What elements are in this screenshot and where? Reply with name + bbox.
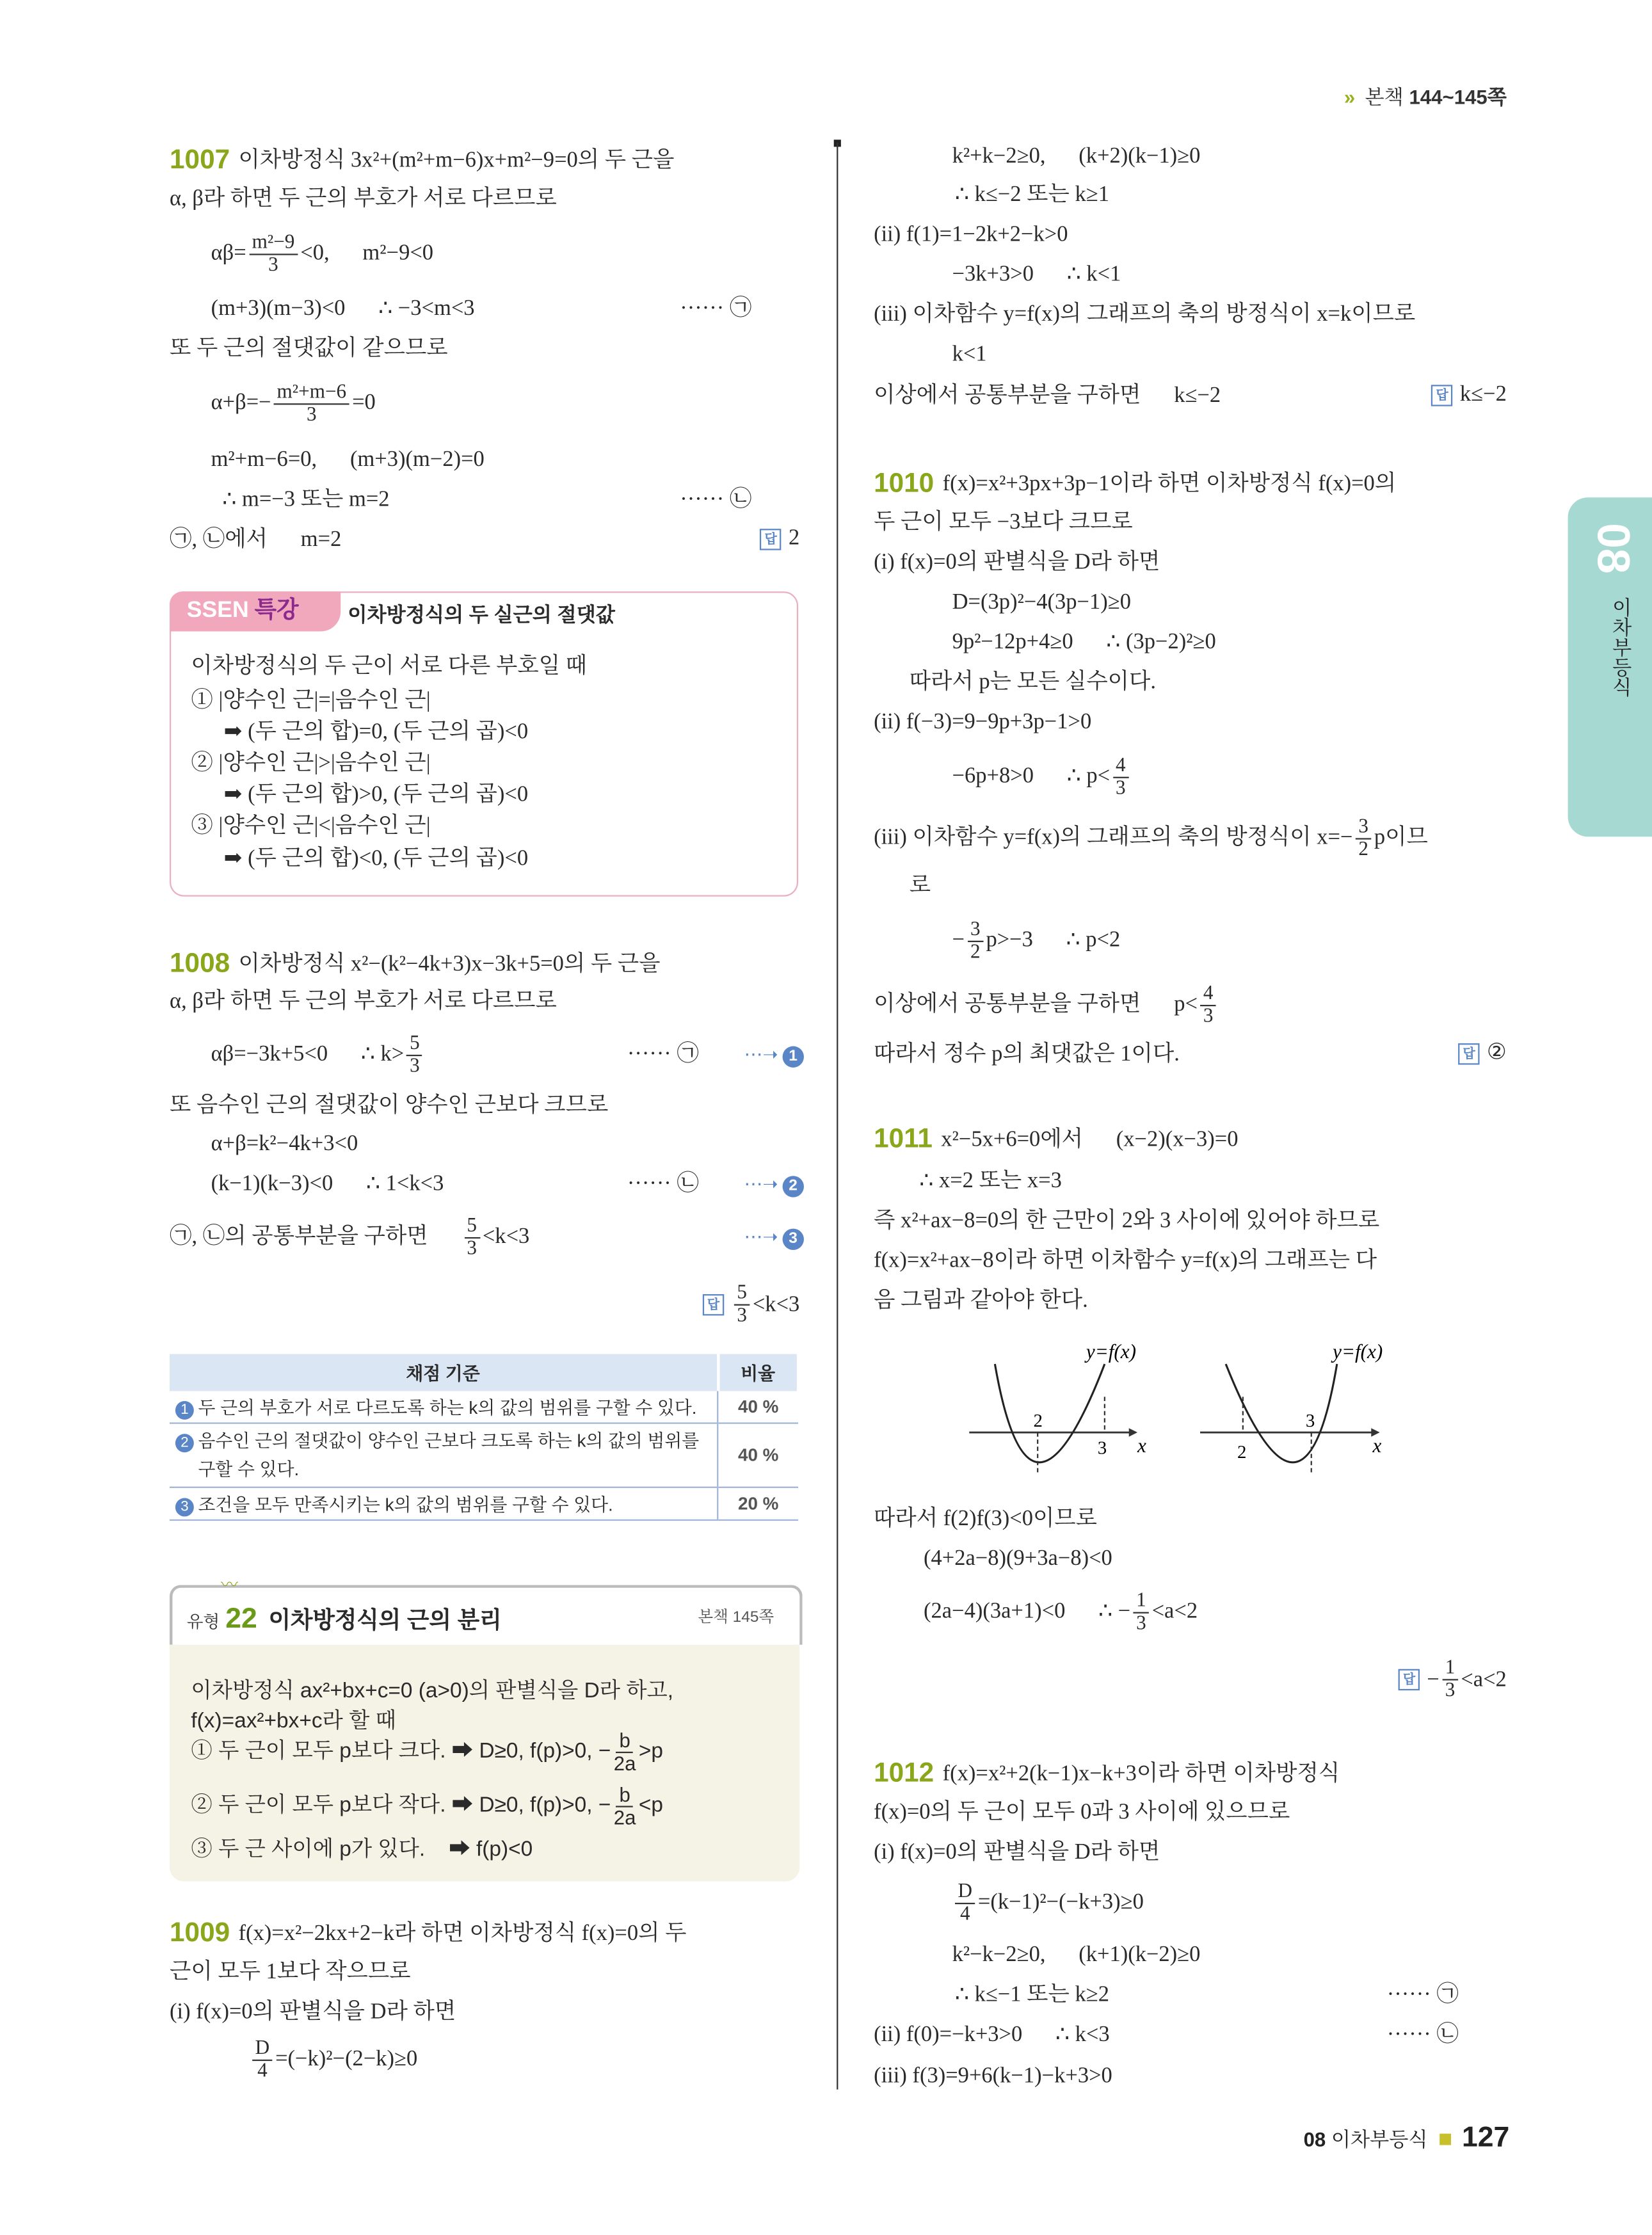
solution-line [952,259,1121,291]
ssen-brand: SSEN [186,598,249,623]
solution-line [170,949,661,981]
solution-line [874,2020,1110,2051]
ratio-value: 40 % [718,1423,798,1487]
math-text: 2 [789,525,800,550]
ssen-line: ➡ (두 근의 합)<0, (두 근의 곱)<0 [223,846,529,871]
fraction-denominator: 3 [1445,1680,1456,1702]
math-text: (iii) 이차함수 y=f(x)의 그래프의 축의 방정식이 x=k이므로 [874,302,1416,326]
chapter-side-tab[interactable] [1568,497,1652,837]
fraction-numerator: b [616,1729,633,1752]
step-number-icon: 2 [782,1176,803,1197]
math-text: (k−1)(k−3)<0 ∴ 1<k<3 [211,1171,444,1196]
chevron-right-icon: » [1343,85,1356,109]
solution-line [211,1169,444,1200]
fraction-denominator: 2 [970,941,981,963]
step-badge: 1 [175,1401,194,1420]
math-text: x²−5x+6=0에서 (x−2)(x−3)=0 [941,1127,1239,1152]
solution-line [910,871,931,902]
math-text: p이므 [1374,825,1428,850]
tick-label-3: 3 [1305,1411,1315,1432]
math-text: 즉 x²+ax−8=0의 한 근만이 2와 3 사이에 있어야 하므로 [874,1208,1380,1233]
footer-chapter: 08 [1303,2127,1326,2151]
math-text: k<1 [952,342,987,367]
math-text: (ii) f(1)=1−2k+2−k>0 [874,222,1068,247]
solution-line [170,524,341,556]
fraction-denominator: 3 [307,404,317,426]
ssen-title: 이차방정식의 두 실근의 절댓값 [348,602,615,626]
solution-line [170,986,557,1018]
type-summary-line [191,1706,396,1738]
solution-line [222,485,389,516]
criterion-text: 조건을 모두 만족시키는 k의 값의 범위를 구할 수 있다. [198,1495,613,1516]
math-text: 따라서 정수 p의 최댓값은 1이다. [874,1041,1180,1066]
fraction-denominator: 3 [1116,777,1126,799]
math-text: αβ=−3k+5<0 ∴ k> [211,1041,405,1066]
math-text: <k<3 [482,1224,530,1249]
math-text: 따라서 f(2)f(3)<0이므로 [874,1506,1098,1531]
ssen-label: 특강 [254,598,299,623]
curve-label: y=f(x) [1333,1340,1383,1363]
solution-line [874,1797,1290,1829]
fraction-denominator: 4 [257,2060,268,2082]
solution-line [952,627,1216,659]
step-badge: 3 [175,1498,194,1516]
fraction-numerator: 3 [968,918,983,941]
math-text: ② [1486,1040,1507,1065]
solution-line [874,1759,1340,1790]
math-text: p>−3 ∴ p<2 [986,927,1121,952]
fraction-denominator: 2 [1358,838,1368,860]
math-text: =(k−1)²−(−k+3)≥0 [977,1889,1144,1914]
type-summary-line [191,1676,673,1708]
fraction-numerator: 1 [1442,1658,1457,1681]
solution-line [919,1166,1062,1198]
solution-line [952,755,1132,799]
fraction-numerator: m²+m−6 [274,381,349,405]
page-number: 127 [1461,2122,1510,2154]
problem-number: 1012 [874,1758,934,1789]
solution-line [874,815,1428,860]
answer-icon: 답 [760,528,781,549]
math-text: =0 [352,390,376,415]
grading-table [170,1354,799,1521]
equation-marker: ······ ㉡ [1386,2022,1459,2047]
answer [1431,379,1506,410]
math-text: (m+3)(m−3)<0 ∴ −3<m<3 [211,296,475,321]
solution-line [874,1286,1088,1317]
answer [760,523,799,554]
solution-line [211,1129,358,1160]
solution-line [874,381,1221,412]
solution-line [955,180,1109,211]
math-text: (iii) 이차함수 y=f(x)의 그래프의 축의 방정식이 x=− [874,825,1353,850]
graph-case-3-right [1200,1340,1383,1472]
math-text: α+β=− [211,390,271,415]
math-text: f(x)=ax²+bx+c라 할 때 [191,1709,396,1733]
fraction-numerator: D [955,1880,975,1903]
solution-line [170,184,557,215]
solution-line [250,2037,418,2082]
criterion-text: 두 근의 부호가 서로 다르도록 하는 k의 값의 범위를 구할 수 있다. [198,1398,697,1418]
math-text: 이차방정식 ax²+bx+c=0 (a>0)의 판별식을 D라 하고, [191,1679,674,1704]
grading-step-marker: ⋯➝ 1 [744,1039,803,1070]
parabola-graphs [955,1333,1425,1482]
math-text: 이차방정식 x²−(k²−4k+3)x−3k+5=0의 두 근을 [238,952,661,977]
grading-step-marker: ⋯➝ 2 [744,1169,803,1200]
fraction [249,232,298,276]
fraction [274,381,349,426]
fraction [1113,755,1128,799]
type-book-reference: 본책 145쪽 [698,1609,774,1626]
solution-line [874,220,1068,251]
math-text: f(x)=x²+ax−8이라 하면 이차함수 y=f(x)의 그래프는 다 [874,1248,1377,1273]
solution-line [910,667,1156,698]
math-text: α, β라 하면 두 근의 부호가 서로 다르므로 [170,989,557,1014]
fraction-numerator: 5 [464,1215,479,1238]
axis-arrow-icon [1129,1428,1137,1436]
solution-line [874,1837,1160,1868]
ssen-line: ➡ (두 근의 합)>0, (두 근의 곱)<0 [223,782,529,807]
math-text: 이상에서 공통부분을 구하면 k≤−2 [874,383,1221,408]
ssen-line: ➡ (두 근의 합)=0, (두 근의 곱)<0 [223,719,529,744]
solution-line [874,1246,1377,1277]
math-text: k≤−2 [1459,381,1507,406]
fraction [1134,1590,1149,1634]
solution-line [952,1880,1144,1925]
math-text: <k<3 [752,1292,800,1317]
math-text: − [1427,1667,1439,1692]
table-row [170,1423,798,1487]
solution-line [874,1125,1238,1156]
math-text: ∴ k≤−1 또는 k≥2 [955,1982,1109,2007]
math-text: k²+k−2≥0, (k+2)(k−1)≥0 [952,143,1201,168]
fraction-denominator: 2a [613,1805,636,1828]
table-row [170,1391,798,1423]
fraction [252,2037,272,2081]
equation-marker: ······ ㉠ [680,296,752,321]
step-number-icon: 3 [782,1229,803,1250]
fraction [407,1032,422,1077]
math-text: =(−k)²−(2−k)≥0 [275,2046,418,2071]
math-text: <a<2 [1461,1667,1507,1692]
math-text: (ii) f(0)=−k+3>0 ∴ k<3 [874,2022,1110,2047]
math-text: 이상에서 공통부분을 구하면 p< [874,991,1198,1016]
solution-line [874,2061,1112,2092]
zigzag-icon: 〰 [221,1574,238,1595]
fraction-denominator: 4 [959,1903,970,1925]
answer-icon: 답 [1458,1043,1479,1064]
table-row [170,1487,798,1520]
book-pages: 144~145쪽 [1409,85,1507,109]
math-text: 9p²−12p+4≥0 ∴ (3p−2)²≥0 [952,630,1216,655]
math-text: D=(3p)²−4(3p−1)≥0 [952,589,1131,614]
solution-line [952,339,987,371]
ratio-value: 40 % [718,1391,798,1423]
math-text: (4+2a−8)(9+3a−8)<0 [924,1546,1112,1571]
equation-marker: ······ ㉡ [680,487,752,512]
fraction-denominator: 3 [410,1055,420,1077]
equation-marker: ······ ㉠ [627,1041,699,1066]
math-text: 근이 모두 1보다 작으므로 [170,1959,411,1984]
tick-label-3: 3 [1097,1438,1107,1459]
math-text: >p [638,1738,664,1763]
fraction [614,1729,636,1774]
curve-label: y=f(x) [1086,1340,1136,1363]
math-text: α+β=k²−4k+3<0 [211,1132,358,1157]
solution-line [924,1590,1198,1635]
math-text: <p [638,1793,664,1818]
answer-icon: 답 [703,1294,724,1315]
math-text: 로 [909,874,931,898]
math-text: m²+m−6=0, (m+3)(m−2)=0 [211,447,485,472]
solution-line [170,1215,530,1260]
step-badge: 2 [175,1434,194,1452]
answer [1399,1658,1507,1702]
solution-line [211,294,475,325]
solution-line [211,445,485,476]
math-text: f(x)=0의 두 근이 모두 0과 3 사이에 있으므로 [874,1800,1290,1825]
math-text: (i) f(x)=0의 판별식을 D라 하면 [170,1999,456,2024]
solution-line [955,1980,1109,2011]
math-text: 두 근이 모두 −3보다 크므로 [874,510,1133,535]
tick-label-2: 2 [1033,1411,1043,1432]
solution-line [952,141,1201,172]
solution-line [952,1940,1201,1971]
solution-line [924,1544,1112,1575]
solution-line [874,1039,1180,1070]
solution-line [874,1206,1379,1237]
fraction-numerator: b [616,1784,633,1807]
criterion-text: 음수인 근의 절댓값이 양수인 근보다 크도록 하는 k의 값의 범위를 구할 수 있다. [198,1430,700,1480]
column-divider [837,143,838,2090]
grading-step-marker: ⋯➝ 3 [744,1221,803,1253]
math-text: ∴ m=−3 또는 m=2 [222,487,390,512]
answer-icon: 답 [1399,1669,1420,1690]
math-text: 이차방정식 3x²+(m²+m−6)x+m²−9=0의 두 근을 [238,148,675,173]
ssen-line: ③ |양수인 근|<|음수인 근| [191,813,431,838]
math-text: 따라서 p는 모든 실수이다. [909,669,1156,694]
type-heading [187,1602,502,1636]
step-number-icon: 1 [782,1046,803,1068]
math-text: ㉠, ㉡에서 m=2 [170,527,342,552]
page-reference [1344,83,1507,111]
math-text: (ii) f(−3)=9−9p+3p−1>0 [874,709,1092,734]
math-text: αβ= [211,241,246,266]
solution-line [170,1997,456,2028]
problem-number: 1011 [874,1125,933,1155]
fraction-numerator: 3 [1356,816,1371,839]
square-icon [1439,2133,1450,2145]
grading-header-criterion: 채점 기준 [170,1354,718,1391]
fraction [955,1880,975,1925]
equation-marker: ······ ㉡ [627,1171,699,1196]
fraction [1200,982,1215,1027]
chapter-title: 이차부등식 [1610,597,1634,697]
solution-line [170,1091,608,1122]
answer [703,1283,799,1327]
fraction-numerator: 5 [407,1032,422,1055]
tick-label-2: 2 [1237,1442,1247,1463]
math-text: (i) f(x)=0의 판별식을 D라 하면 [874,1839,1160,1864]
problem-number: 1010 [874,469,934,499]
fraction [1356,816,1371,860]
fraction-numerator: 4 [1113,755,1128,778]
equation-marker: ······ ㉠ [1386,1982,1459,2007]
math-text: ∴ x=2 또는 x=3 [919,1169,1062,1193]
fraction [614,1784,636,1828]
fraction [734,1283,750,1327]
math-text: f(x)=x²+3px+3p−1이라 하면 이차방정식 f(x)=0의 [942,472,1397,496]
answer-icon: 답 [1431,384,1452,405]
math-text: (2a−4)(3a+1)<0 ∴ − [924,1599,1131,1624]
solution-line [170,1957,411,1989]
book-label: 본책 [1365,85,1404,109]
type-summary-line [191,1834,533,1866]
solution-line [874,707,1091,739]
math-text: 또 두 근의 절댓값이 같으므로 [170,336,448,361]
type-summary-line [191,1782,664,1828]
fraction-denominator: 3 [1136,1612,1146,1635]
solution-line [211,381,376,426]
ratio-value: 20 % [718,1487,798,1520]
math-text: f(x)=x²+2(k−1)x−k+3이라 하면 이차방정식 [942,1761,1340,1786]
page-footer [1304,2122,1510,2155]
ssen-line: ② |양수인 근|>|음수인 근| [191,751,431,776]
solution-line [874,508,1133,539]
solution-line [211,1032,426,1077]
math-text: ① 두 근이 모두 p보다 크다. ➡ D≥0, f(p)>0, − [191,1738,611,1763]
ssen-line: ① |양수인 근|=|음수인 근| [191,688,431,713]
math-text: −6p+8>0 ∴ p< [952,764,1111,789]
fraction [968,918,983,963]
footer-title: 이차부등식 [1331,2127,1428,2151]
fraction-denominator: 3 [268,254,278,276]
solution-line [874,300,1415,331]
math-text: (iii) f(3)=9+6(k−1)−k+3>0 [874,2063,1112,2088]
fraction-numerator: D [252,2037,272,2060]
type-prefix: 유형 [186,1612,220,1632]
problem-number: 1009 [170,1918,230,1949]
fraction-numerator: 4 [1200,982,1215,1005]
fraction-denominator: 3 [1203,1005,1214,1027]
solution-line [211,231,434,276]
solution-line [874,982,1219,1027]
math-text: − [952,927,965,952]
math-text: α, β라 하면 두 근의 부호가 서로 다르므로 [170,186,557,211]
math-text: k²−k−2≥0, (k+1)(k−2)≥0 [952,1943,1201,1967]
ssen-badge [170,591,341,631]
grading-header-ratio: 비율 [718,1354,798,1391]
fraction [1442,1658,1457,1702]
solution-line [874,1503,1097,1535]
fraction-denominator: 2a [613,1750,636,1774]
type-summary-line [191,1728,664,1774]
math-text: <0, m²−9<0 [300,241,434,266]
math-text: f(x)=x²−2kx+2−k라 하면 이차방정식 f(x)=0의 두 [238,1921,687,1946]
ssen-line: 이차방정식의 두 근이 서로 다른 부호일 때 [191,654,588,679]
axis-label-x: x [1372,1434,1382,1457]
solution-line [952,587,1131,618]
math-text: ② 두 근이 모두 p보다 작다. ➡ D≥0, f(p)>0, − [191,1793,611,1818]
graph-case-2-left [969,1340,1146,1472]
problem-number: 1008 [170,949,230,979]
math-text: −3k+3>0 ∴ k<1 [952,262,1121,287]
fraction [464,1215,479,1259]
solution-line [170,145,674,177]
chapter-number: 08 [1587,523,1639,574]
problem-number: 1007 [170,145,230,175]
math-text: ∴ k≤−2 또는 k≥1 [955,182,1109,207]
math-text: ③ 두 근 사이에 p가 있다. ➡ f(p)<0 [191,1837,533,1862]
solution-line [170,333,448,365]
fraction-denominator: 3 [467,1238,477,1260]
fraction-numerator: 1 [1134,1590,1149,1613]
parabola-curve [995,1364,1104,1462]
type-title: 이차방정식의 근의 분리 [268,1609,502,1634]
solution-line [874,469,1396,501]
fraction-numerator: m²−9 [249,232,298,255]
axis-label-x: x [1137,1434,1146,1457]
solution-line [874,547,1160,579]
math-text: (i) f(x)=0의 판별식을 D라 하면 [874,550,1160,575]
fraction-numerator: 5 [734,1283,750,1306]
math-text: 음 그림과 같아야 한다. [874,1288,1088,1313]
type-number: 22 [225,1603,257,1635]
math-text: <a<2 [1151,1599,1198,1624]
solution-line [170,1918,686,1950]
solution-line [952,918,1121,963]
fraction-denominator: 3 [737,1305,747,1327]
answer [1458,1037,1507,1069]
math-text: ㉠, ㉡의 공통부분을 구하면 [170,1224,461,1249]
math-text: 또 음수인 근의 절댓값이 양수인 근보다 크므로 [170,1093,609,1118]
